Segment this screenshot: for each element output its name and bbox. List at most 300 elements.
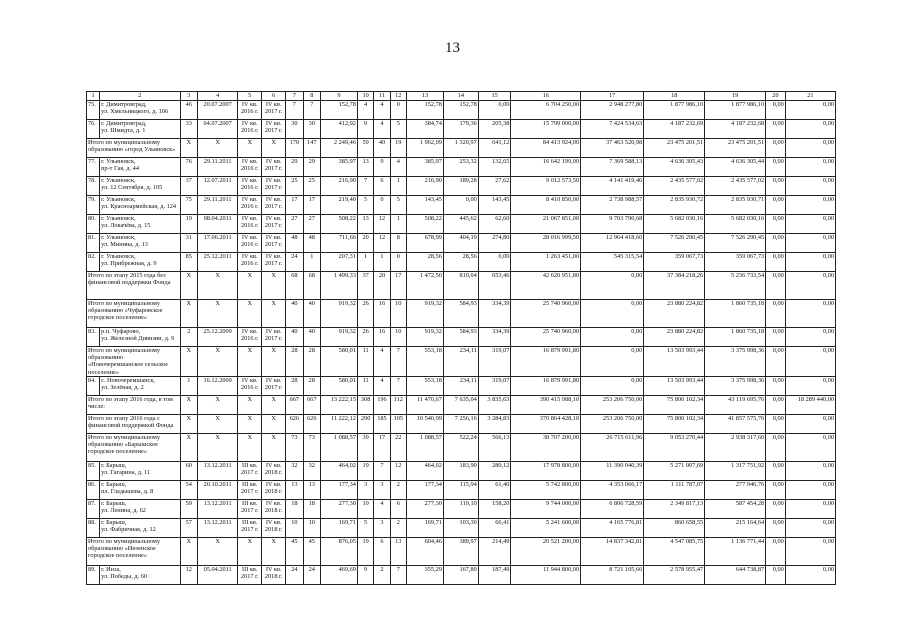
table-cell: 9 bbox=[357, 565, 373, 584]
table-cell: 12 964 418,60 bbox=[581, 234, 644, 253]
table-row bbox=[87, 565, 836, 584]
table-cell: 5 271 007,69 bbox=[644, 461, 705, 480]
table-cell: 29.11.2011 bbox=[198, 196, 238, 215]
table-cell: 75 800 102,34 bbox=[644, 395, 705, 414]
table-cell: 7 bbox=[390, 376, 406, 395]
table-cell: 0,00 bbox=[785, 347, 835, 377]
table-cell: 215 164,64 bbox=[705, 518, 766, 537]
table-row bbox=[87, 120, 836, 139]
table-cell: 1 088,57 bbox=[406, 433, 443, 461]
table-cell: 17.06.2011 bbox=[198, 234, 238, 253]
table-cell: 2 bbox=[374, 565, 390, 584]
table-cell: 0,00 bbox=[766, 139, 786, 158]
table-cell: 79. bbox=[87, 196, 100, 215]
table-cell: 18 bbox=[303, 499, 320, 518]
table-cell: 4 353 066,17 bbox=[581, 480, 644, 499]
table-cell: 84 413 924,00 bbox=[511, 139, 581, 158]
table-cell: X bbox=[262, 272, 286, 300]
table-cell: 0,00 bbox=[766, 120, 786, 139]
table-row bbox=[87, 376, 836, 395]
table-cell: X bbox=[180, 139, 197, 158]
table-cell: 5 742 800,00 bbox=[511, 480, 581, 499]
table-cell: 0,00 bbox=[766, 565, 786, 584]
table-cell: 389,97 bbox=[443, 537, 478, 565]
table-cell: 3 835,63 bbox=[478, 395, 511, 414]
table-cell: 20.10.2011 bbox=[198, 480, 238, 499]
table-cell: 1 bbox=[357, 253, 373, 272]
table-cell: 2 bbox=[390, 480, 406, 499]
table-cell: 2 738 988,57 bbox=[581, 196, 644, 215]
table-cell: 277,30 bbox=[320, 499, 357, 518]
table-cell: 5 bbox=[390, 120, 406, 139]
table-cell: 86. bbox=[87, 480, 100, 499]
table-cell: 177,34 bbox=[406, 480, 443, 499]
table-cell: 10 bbox=[303, 518, 320, 537]
table-cell: 14 837 342,81 bbox=[581, 537, 644, 565]
table-row-total bbox=[87, 347, 836, 377]
table-cell: 170 bbox=[286, 139, 303, 158]
table-cell: 5 bbox=[357, 196, 373, 215]
table-cell: 678,99 bbox=[406, 234, 443, 253]
header-cell: 16 bbox=[511, 92, 581, 101]
table-row bbox=[87, 461, 836, 480]
table-cell: 1 bbox=[390, 177, 406, 196]
table-cell: 187,49 bbox=[478, 565, 511, 584]
table-cell: 5 bbox=[390, 196, 406, 215]
table-cell: IV кв. 2017 г. bbox=[262, 177, 286, 196]
table-cell: 8 bbox=[390, 234, 406, 253]
table-cell: 5 241 600,00 bbox=[511, 518, 581, 537]
table-cell: 0 bbox=[390, 253, 406, 272]
table-cell: 11 bbox=[357, 347, 373, 377]
table-cell: 1 860 735,18 bbox=[705, 328, 766, 347]
table-cell: 545 315,54 bbox=[581, 253, 644, 272]
table-cell: 277,30 bbox=[406, 499, 443, 518]
table-cell: 27,62 bbox=[478, 177, 511, 196]
table-cell: 24 bbox=[286, 253, 303, 272]
table-cell: 179,36 bbox=[443, 120, 478, 139]
table-cell: 12 bbox=[374, 234, 390, 253]
table-cell: 11 390 040,39 bbox=[581, 461, 644, 480]
table-cell: 61,40 bbox=[478, 480, 511, 499]
table-cell: IV кв. 2016 г. bbox=[238, 101, 262, 120]
table-cell: IV кв. 2016 г. bbox=[238, 376, 262, 395]
table-cell: X bbox=[262, 433, 286, 461]
table-cell: 73 bbox=[286, 433, 303, 461]
table-cell: 580,01 bbox=[320, 376, 357, 395]
table-row-total bbox=[87, 300, 836, 328]
header-cell: 3 bbox=[180, 92, 197, 101]
table-cell: 522,24 bbox=[443, 433, 478, 461]
table-cell: 0,00 bbox=[766, 480, 786, 499]
table-cell: 39 bbox=[357, 433, 373, 461]
table-cell: 919,32 bbox=[406, 328, 443, 347]
table-cell: 46 bbox=[180, 101, 197, 120]
table-cell: г. Ульяновск, ул. Минина, д. 13 bbox=[100, 234, 181, 253]
table-cell: 152,78 bbox=[320, 101, 357, 120]
table-cell: 0,00 bbox=[785, 158, 835, 177]
table-cell: 626 bbox=[303, 414, 320, 433]
table-cell: 75 bbox=[180, 196, 197, 215]
table-cell: 2 435 577,02 bbox=[644, 177, 705, 196]
table-cell: 19 bbox=[390, 139, 406, 158]
table-cell: 30 bbox=[303, 120, 320, 139]
table-cell: IV кв. 2016 г. bbox=[238, 158, 262, 177]
table-cell: 5 682 030,16 bbox=[644, 215, 705, 234]
table-row bbox=[87, 480, 836, 499]
table-cell: 819,04 bbox=[443, 272, 478, 300]
table-cell: 280,12 bbox=[478, 461, 511, 480]
table-cell: 16 879 991,80 bbox=[511, 376, 581, 395]
table-cell: 0,00 bbox=[766, 215, 786, 234]
table-cell: 1 860 735,18 bbox=[705, 300, 766, 328]
table-cell: 05.04.2011 bbox=[198, 565, 238, 584]
table-cell: 553,18 bbox=[406, 347, 443, 377]
table-cell: 0 bbox=[374, 196, 390, 215]
table-row bbox=[87, 499, 836, 518]
table-cell: 4 bbox=[357, 101, 373, 120]
table-cell: 0,00 bbox=[581, 300, 644, 328]
table-cell: IV кв. 2017 г. bbox=[262, 196, 286, 215]
table-cell: 0,00 bbox=[785, 499, 835, 518]
table-cell: 13 222,15 bbox=[320, 395, 357, 414]
header-cell: 15 bbox=[478, 92, 511, 101]
table-cell: X bbox=[238, 300, 262, 328]
table-cell: 1 320,97 bbox=[443, 139, 478, 158]
table-cell: 0,00 bbox=[766, 395, 786, 414]
table-cell: 25 740 960,00 bbox=[511, 328, 581, 347]
table-cell: 68 bbox=[286, 272, 303, 300]
table-cell: 1 962,09 bbox=[406, 139, 443, 158]
table-cell: 3 375 998,36 bbox=[705, 376, 766, 395]
table-cell: X bbox=[238, 433, 262, 461]
table-cell: IV кв. 2017 г. bbox=[262, 234, 286, 253]
table-cell: 77. bbox=[87, 158, 100, 177]
table-cell: г. Димитровград, ул. Шмидта, д. 1 bbox=[100, 120, 181, 139]
table-cell: 167,80 bbox=[443, 565, 478, 584]
table-cell: 7 526 290,45 bbox=[644, 234, 705, 253]
table-cell: 43 119 695,76 bbox=[705, 395, 766, 414]
table-cell: 876,05 bbox=[320, 537, 357, 565]
table-cell: 7 bbox=[390, 565, 406, 584]
table-cell: 23 475 201,51 bbox=[705, 139, 766, 158]
table-cell: 9 703 790,68 bbox=[581, 215, 644, 234]
table-cell: 0,00 bbox=[785, 376, 835, 395]
table-cell: г. Барыш, ул. Ленина, д. 62 bbox=[100, 499, 181, 518]
page-number: 13 bbox=[445, 40, 460, 56]
table-cell: 919,32 bbox=[406, 300, 443, 328]
table-cell: 83. bbox=[87, 328, 100, 347]
table-cell: 17 bbox=[374, 433, 390, 461]
table-cell: 54 bbox=[180, 480, 197, 499]
table-cell: 85 bbox=[180, 253, 197, 272]
table-cell: 84. bbox=[87, 376, 100, 395]
table-cell: 1 136 771,44 bbox=[705, 537, 766, 565]
table-cell: 0,00 bbox=[766, 101, 786, 120]
table-cell: 385,97 bbox=[320, 158, 357, 177]
table-cell: г. Барыш, ул. Гагарина, д. 11 bbox=[100, 461, 181, 480]
table-cell: г. Ульяновск, ул. Локачёва, д. 15 bbox=[100, 215, 181, 234]
table-cell: 0,00 bbox=[581, 347, 644, 377]
table-cell: 0,00 bbox=[766, 177, 786, 196]
table-cell: 4 187 232,68 bbox=[705, 120, 766, 139]
table-cell: 23 880 224,82 bbox=[644, 328, 705, 347]
table-cell: 25 740 960,00 bbox=[511, 300, 581, 328]
table-cell: 5 bbox=[357, 518, 373, 537]
table-cell: X bbox=[198, 347, 238, 377]
table-cell: IV кв. 2018 г. bbox=[262, 461, 286, 480]
table-cell: 76. bbox=[87, 120, 100, 139]
table-cell: 860 658,55 bbox=[644, 518, 705, 537]
table-cell: 0,00 bbox=[766, 253, 786, 272]
table-cell: 30 bbox=[286, 120, 303, 139]
table-row-total bbox=[87, 139, 836, 158]
table-cell: IV кв. 2017 г. bbox=[262, 101, 286, 120]
table-cell: 24 bbox=[303, 565, 320, 584]
table-cell: 4 547 085,75 bbox=[644, 537, 705, 565]
table-cell: 75. bbox=[87, 101, 100, 120]
table-cell: 1 499,33 bbox=[320, 272, 357, 300]
table-cell: 10 bbox=[390, 328, 406, 347]
table-row bbox=[87, 518, 836, 537]
table-cell: 711,66 bbox=[320, 234, 357, 253]
table-cell: 11 bbox=[357, 376, 373, 395]
table-cell: 20 bbox=[374, 272, 390, 300]
table-cell: 132,65 bbox=[478, 158, 511, 177]
table-cell: X bbox=[238, 272, 262, 300]
table-cell: 1 bbox=[303, 253, 320, 272]
table-cell: 23 475 201,51 bbox=[644, 139, 705, 158]
table-cell: 37 bbox=[357, 272, 373, 300]
table-cell: 26 bbox=[357, 328, 373, 347]
table-cell: 5 682 030,16 bbox=[705, 215, 766, 234]
table-cell: 580,01 bbox=[320, 347, 357, 377]
table-cell: 3 284,83 bbox=[478, 414, 511, 433]
table-cell: 0,00 bbox=[766, 537, 786, 565]
table-cell: 80. bbox=[87, 215, 100, 234]
header-cell: 10 bbox=[357, 92, 373, 101]
table-cell: 667 bbox=[286, 395, 303, 414]
table-cell: 13 503 993,44 bbox=[644, 376, 705, 395]
header-cell: 18 bbox=[644, 92, 705, 101]
table-cell: X bbox=[180, 347, 197, 377]
table-row bbox=[87, 158, 836, 177]
table-cell: 0,00 bbox=[766, 328, 786, 347]
table-cell: IV кв. 2016 г. bbox=[238, 177, 262, 196]
table-cell: IV кв. 2016 г. bbox=[238, 196, 262, 215]
table-cell: 5 236 733,54 bbox=[705, 272, 766, 300]
table-cell: 334,39 bbox=[478, 300, 511, 328]
table-cell: 0,00 bbox=[785, 177, 835, 196]
table-cell: 13 503 993,44 bbox=[644, 347, 705, 377]
table-cell: 20 bbox=[357, 234, 373, 253]
table-cell: 18 bbox=[286, 499, 303, 518]
table-cell: 0,00 bbox=[766, 196, 786, 215]
table-cell: 105 bbox=[390, 414, 406, 433]
table-cell: 0,00 bbox=[785, 139, 835, 158]
table-cell: с. Новочеремшанск, ул. Зелёная, д. 2 bbox=[100, 376, 181, 395]
table-cell: 919,32 bbox=[320, 328, 357, 347]
table-cell: 28,56 bbox=[406, 253, 443, 272]
table-cell: 40 bbox=[374, 139, 390, 158]
table-cell: IV кв. 2016 г. bbox=[238, 120, 262, 139]
table-cell: г. Ульяновск, ул. 12 Сентября, д. 105 bbox=[100, 177, 181, 196]
header-cell: 4 bbox=[198, 92, 238, 101]
table-cell: 48 bbox=[286, 234, 303, 253]
table-cell: 0,00 bbox=[766, 499, 786, 518]
table-cell: 4 187 232,69 bbox=[644, 120, 705, 139]
table-cell: 169,71 bbox=[320, 518, 357, 537]
table-cell: X bbox=[262, 537, 286, 565]
table-cell: 1 111 787,07 bbox=[644, 480, 705, 499]
table-cell: 29 bbox=[303, 158, 320, 177]
table-cell: 16 879 991,80 bbox=[511, 347, 581, 377]
table-cell: 4 636 305,43 bbox=[644, 158, 705, 177]
table-cell: 143,45 bbox=[478, 196, 511, 215]
table-cell: III кв. 2017 г. bbox=[238, 565, 262, 584]
table-cell: 32 bbox=[286, 461, 303, 480]
table-cell: 24 bbox=[286, 565, 303, 584]
header-cell: 13 bbox=[406, 92, 443, 101]
table-cell: 16 bbox=[374, 300, 390, 328]
table-cell: 0,00 bbox=[766, 414, 786, 433]
table-cell: 20.07.2007 bbox=[198, 101, 238, 120]
table-cell: X bbox=[180, 272, 197, 300]
table-cell: 143,45 bbox=[406, 196, 443, 215]
table-cell: 3 375 998,36 bbox=[705, 347, 766, 377]
table-cell: 42 620 951,80 bbox=[511, 272, 581, 300]
table-cell: 12.07.2011 bbox=[198, 177, 238, 196]
table-cell: 277 946,76 bbox=[705, 480, 766, 499]
table-cell: X bbox=[198, 139, 238, 158]
table-cell: 253,32 bbox=[443, 158, 478, 177]
table-cell: 31 bbox=[180, 234, 197, 253]
table-cell: 76 bbox=[180, 158, 197, 177]
table-cell: IV кв. 2016 г. bbox=[238, 215, 262, 234]
table-cell: 33 bbox=[180, 120, 197, 139]
header-cell: 8 bbox=[303, 92, 320, 101]
table-cell: 0,00 bbox=[785, 234, 835, 253]
table-cell: 25.12.2009 bbox=[198, 328, 238, 347]
table-cell: 6 806 728,59 bbox=[581, 499, 644, 518]
table-cell: 6 704 250,00 bbox=[511, 101, 581, 120]
table-cell: 73 bbox=[303, 433, 320, 461]
table-cell: 319,07 bbox=[478, 347, 511, 377]
table-cell: X bbox=[198, 537, 238, 565]
table-cell: 234,11 bbox=[443, 376, 478, 395]
table-cell: 253 206 750,00 bbox=[581, 414, 644, 433]
table-cell: 0,00 bbox=[581, 272, 644, 300]
table-cell: 15 799 000,00 bbox=[511, 120, 581, 139]
table-cell: 359 067,73 bbox=[644, 253, 705, 272]
table-cell: III кв. 2017 г. bbox=[238, 461, 262, 480]
table-cell: 17 bbox=[303, 196, 320, 215]
subtotal-label: Итого по муниципальному образованию «Барышское городское поселение» bbox=[87, 433, 181, 461]
table-cell: 308 bbox=[357, 395, 373, 414]
table-cell: X bbox=[262, 395, 286, 414]
table-cell: 28 bbox=[286, 347, 303, 377]
table-cell: 21 067 851,00 bbox=[511, 215, 581, 234]
table-cell: 59 bbox=[180, 499, 197, 518]
table-cell: 4 bbox=[374, 499, 390, 518]
table-cell: 3 bbox=[374, 518, 390, 537]
table-cell: 2 bbox=[180, 328, 197, 347]
table-cell: 19 bbox=[357, 461, 373, 480]
table-cell: 25 bbox=[286, 177, 303, 196]
table-cell: 390 415 988,10 bbox=[511, 395, 581, 414]
table-cell: 385,97 bbox=[406, 158, 443, 177]
table-cell: 13.12.2011 bbox=[198, 499, 238, 518]
table-cell: 0,00 bbox=[581, 328, 644, 347]
table-cell: 9 bbox=[374, 158, 390, 177]
table-cell: 2 249,46 bbox=[320, 139, 357, 158]
table-cell: 1 472,50 bbox=[406, 272, 443, 300]
table-cell: 4 141 419,46 bbox=[581, 177, 644, 196]
table-cell: 7 bbox=[303, 101, 320, 120]
subtotal-label: Итого по этапу 2015 года без финансовой поддержки Фонда bbox=[87, 272, 181, 300]
header-cell: 5 bbox=[238, 92, 262, 101]
table-cell: 12 bbox=[390, 461, 406, 480]
table-cell: IV кв. 2018 г. bbox=[262, 518, 286, 537]
table-cell: IV кв. 2017 г. bbox=[262, 253, 286, 272]
table-cell: 75 800 102,34 bbox=[644, 414, 705, 433]
table-cell: 214,49 bbox=[478, 537, 511, 565]
table-cell: г. Ульяновск, пр-т Гая, д. 44 bbox=[100, 158, 181, 177]
table-cell: 10 bbox=[286, 518, 303, 537]
table-cell: 196 bbox=[374, 395, 390, 414]
table-cell: 7 bbox=[374, 461, 390, 480]
table-cell: 119,10 bbox=[443, 499, 478, 518]
header-cell: 7 bbox=[286, 92, 303, 101]
header-cell: 11 bbox=[374, 92, 390, 101]
table-cell: 29 bbox=[286, 158, 303, 177]
table-cell: X bbox=[198, 433, 238, 461]
table-cell: X bbox=[198, 272, 238, 300]
subtotal-label: Итого по муниципальному образованию «Чуфаровское городское поселение» bbox=[87, 300, 181, 328]
table-cell: X bbox=[180, 537, 197, 565]
table-cell: 10 bbox=[390, 300, 406, 328]
table-cell: 6 bbox=[374, 537, 390, 565]
table-cell: 152,78 bbox=[443, 101, 478, 120]
table-cell: 103,30 bbox=[443, 518, 478, 537]
table-cell: 04.07.2007 bbox=[198, 120, 238, 139]
header-cell: 21 bbox=[785, 92, 835, 101]
table-cell: 38 707 200,00 bbox=[511, 433, 581, 461]
table-cell: 9 012 573,50 bbox=[511, 177, 581, 196]
table-cell: 40 bbox=[286, 300, 303, 328]
table-cell: 13 bbox=[357, 158, 373, 177]
table-cell: 0,00 bbox=[785, 537, 835, 565]
table-cell: 7 635,04 bbox=[443, 395, 478, 414]
table-cell: 13 bbox=[303, 480, 320, 499]
table-cell: г. Ульяновск, ул. Красноармейская, д. 124 bbox=[100, 196, 181, 215]
table-cell: 45 bbox=[286, 537, 303, 565]
table-cell: 9 bbox=[357, 120, 373, 139]
header-cell: 1 bbox=[87, 92, 100, 101]
table-cell: IV кв. 2017 г. bbox=[262, 215, 286, 234]
table-cell: 11 222,12 bbox=[320, 414, 357, 433]
table-row bbox=[87, 253, 836, 272]
header-cell: 2 bbox=[100, 92, 181, 101]
table-cell: 20 521 200,00 bbox=[511, 537, 581, 565]
table-cell: IV кв. 2018 г. bbox=[262, 499, 286, 518]
table-cell: 28 bbox=[303, 376, 320, 395]
table-cell: 17 bbox=[390, 272, 406, 300]
table-cell: 584,93 bbox=[443, 300, 478, 328]
table-cell: 7 bbox=[357, 177, 373, 196]
table-cell: г. Барыш, пл. Гладышева, д. 8 bbox=[100, 480, 181, 499]
table-cell: X bbox=[262, 139, 286, 158]
